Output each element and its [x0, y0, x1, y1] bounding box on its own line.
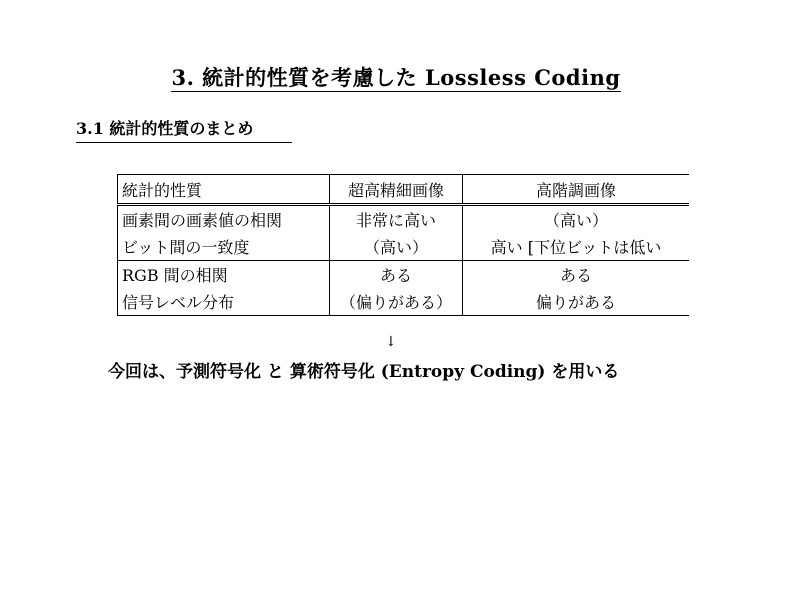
statistics-table: [117, 174, 689, 316]
table-header-row: [118, 175, 690, 205]
row-property: ビット間の一致度: [118, 233, 330, 261]
slide-title-text: 3. 統計的性質を考慮した Lossless Coding: [171, 65, 621, 90]
row-uhd-value: 非常に高い: [330, 205, 463, 234]
section-heading: 3.1 統計的性質のまとめ: [76, 116, 292, 143]
row-property: 信号レベル分布: [118, 288, 330, 316]
conclusion-text: 今回は、予測符号化 と 算術符号化 (Entropy Coding) を用いる: [108, 362, 620, 382]
header-property: 統計的性質: [118, 175, 330, 205]
header-uhd-image: 超高精細画像: [330, 175, 463, 205]
row-property: RGB 間の相関: [118, 261, 330, 289]
table-row: [118, 233, 690, 261]
table-row: [118, 288, 690, 316]
row-uhd-value: （高い）: [330, 233, 463, 261]
header-high-gradation-image: 高階調画像: [463, 175, 690, 205]
row-high-gradation-value: ある: [463, 261, 690, 289]
down-arrow-icon: ↓: [385, 334, 397, 350]
row-high-gradation-value: 高い [下位ビットは低い: [463, 233, 690, 261]
table-row: [118, 261, 690, 289]
slide-title: [0, 62, 792, 92]
row-high-gradation-value: 偏りがある: [463, 288, 690, 316]
row-property: 画素間の画素値の相関: [118, 205, 330, 234]
row-high-gradation-value: （高い）: [463, 205, 690, 234]
table-row: [118, 205, 690, 234]
row-uhd-value: ある: [330, 261, 463, 289]
row-uhd-value: （偏りがある）: [330, 288, 463, 316]
